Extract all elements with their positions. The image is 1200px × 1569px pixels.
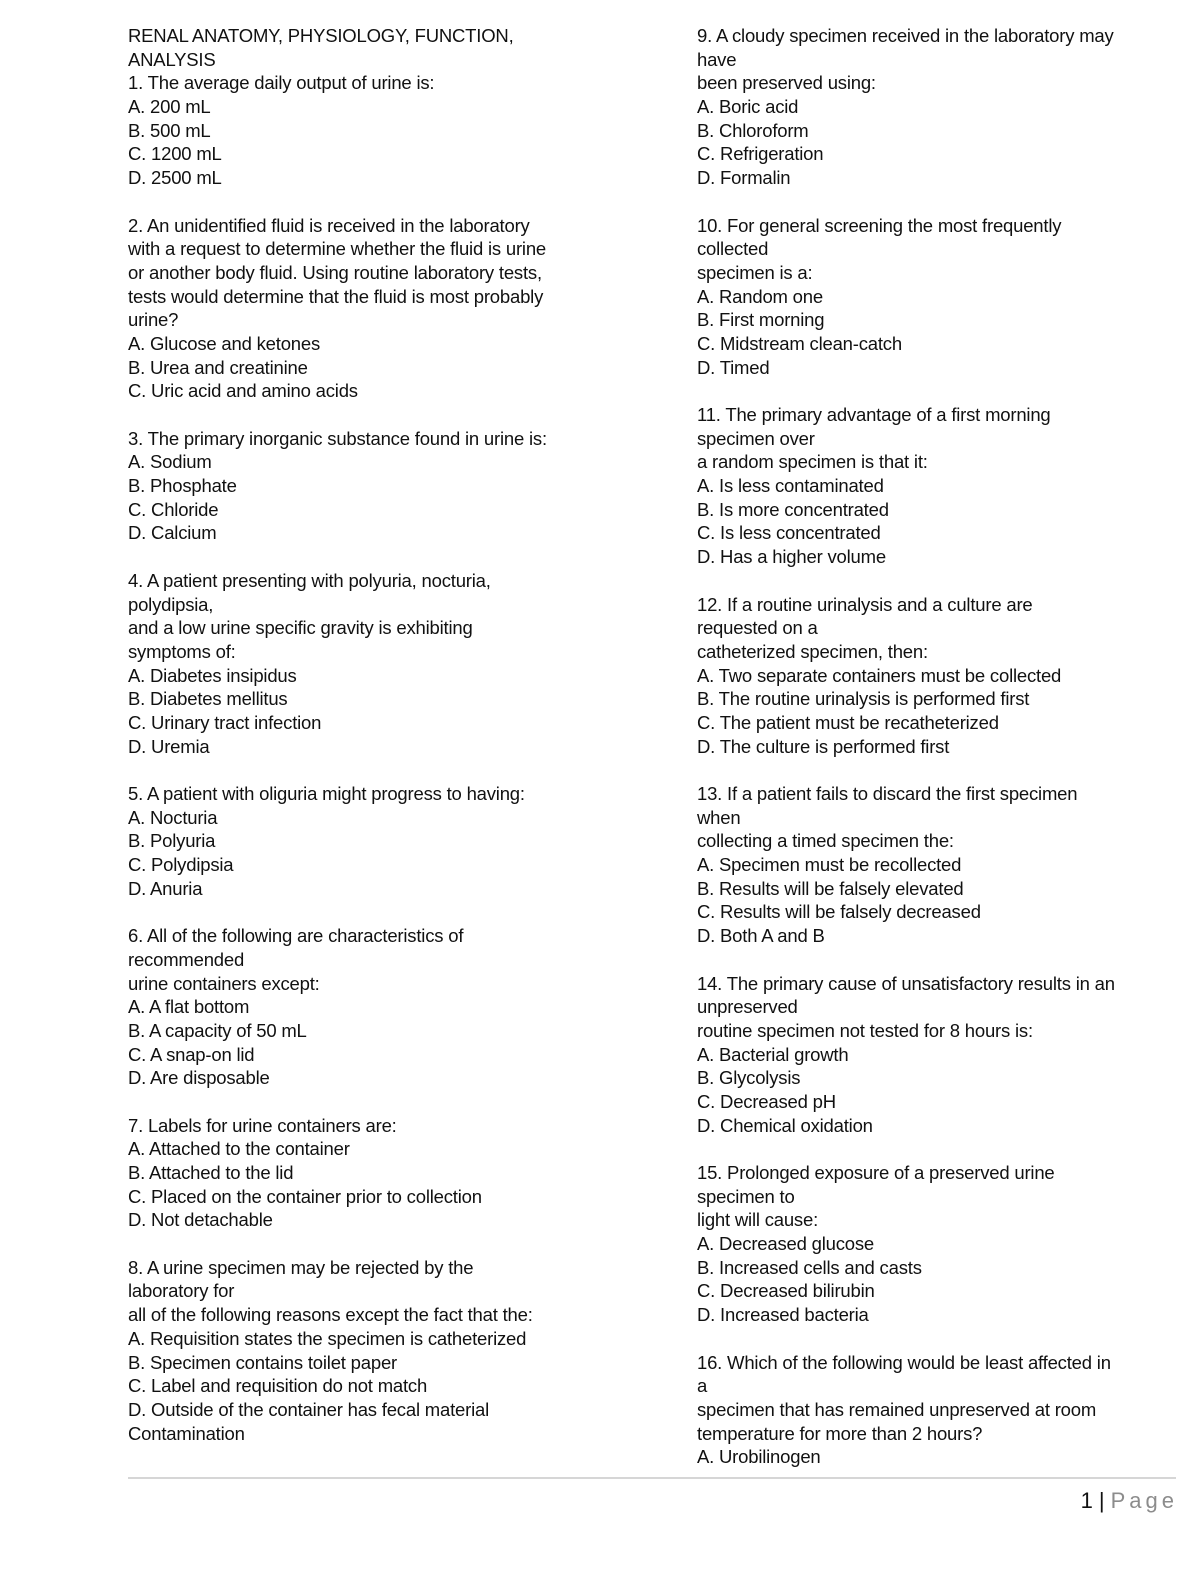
text-line: D. Anuria (128, 877, 203, 899)
text-line: B. Increased cells and casts (697, 1256, 922, 1278)
spacer (128, 545, 668, 569)
text-line: Contamination (128, 1422, 245, 1444)
text-line: D. Chemical oxidation (697, 1114, 873, 1136)
text-line: D. Uremia (128, 735, 210, 757)
text-line: D. 2500 mL (128, 167, 222, 189)
text-line: B. Glycolysis (697, 1067, 801, 1089)
spacer (697, 758, 1187, 782)
text-line: temperature for more than 2 hours? (697, 1422, 983, 1444)
text-line: C. 1200 mL (128, 143, 222, 165)
text-line: ANALYSIS (128, 48, 216, 70)
text-line: 7. Labels for urine containers are: (128, 1114, 397, 1136)
text-line: A. Decreased glucose (697, 1233, 874, 1255)
spacer (128, 403, 668, 427)
spacer (128, 190, 668, 214)
text-line: been preserved using: (697, 72, 876, 94)
text-line: A. Attached to the container (128, 1138, 350, 1160)
text-line: collected (697, 238, 769, 260)
text-line: specimen is a: (697, 261, 813, 283)
text-line: A. Sodium (128, 451, 212, 473)
text-line: A. Urobilinogen (697, 1446, 821, 1468)
text-line: A. Is less contaminated (697, 475, 884, 497)
text-line: laboratory for (128, 1280, 235, 1302)
text-line: A. 200 mL (128, 96, 211, 118)
text-line: 15. Prolonged exposure of a preserved urine (697, 1162, 1055, 1183)
text-line: A. Diabetes insipidus (128, 664, 297, 686)
text-line: C. Label and requisition do not match (128, 1375, 428, 1397)
text-line: D. Are disposable (128, 1067, 270, 1089)
page-number: 1 (1080, 1488, 1093, 1513)
spacer (697, 1327, 1187, 1351)
text-line: B. Is more concentrated (697, 498, 889, 520)
text-line: A. Two separate containers must be collected (697, 664, 1062, 686)
text-line: D. Formalin (697, 167, 791, 189)
text-line: B. Chloroform (697, 119, 809, 141)
spacer (128, 900, 668, 924)
text-line: B. 500 mL (128, 119, 211, 141)
text-line: C. Uric acid and amino acids (128, 380, 358, 402)
text-line: B. Diabetes mellitus (128, 688, 288, 710)
text-line: D. Increased bacteria (697, 1304, 869, 1326)
text-line: tests would determine that the fluid is most probably (128, 285, 544, 307)
text-line: B. Urea and creatinine (128, 356, 308, 378)
text-line: light will cause: (697, 1209, 819, 1231)
text-line: B. A capacity of 50 mL (128, 1019, 307, 1041)
spacer (697, 948, 1187, 972)
text-line: D. Has a higher volume (697, 546, 886, 568)
text-line: specimen over (697, 427, 815, 449)
text-line: B. The routine urinalysis is performed first (697, 688, 1030, 710)
text-line: B. Attached to the lid (128, 1162, 294, 1183)
text-line: 1. The average daily output of urine is: (128, 72, 435, 94)
footer-separator: | (1098, 1488, 1105, 1513)
text-line: RENAL ANATOMY, PHYSIOLOGY, FUNCTION, (128, 25, 514, 46)
text-line: A. Requisition states the specimen is catheterized (128, 1327, 527, 1349)
text-line: and a low urine specific gravity is exhibiting (128, 617, 473, 639)
text-line: A. Glucose and ketones (128, 332, 321, 354)
text-line: B. Polyuria (128, 830, 216, 852)
text-line: C. Decreased bilirubin (697, 1280, 875, 1302)
footer-divider (128, 1477, 1176, 1479)
text-line: A. Boric acid (697, 96, 799, 118)
text-line: when (697, 806, 741, 828)
text-line: A. Bacterial growth (697, 1043, 849, 1065)
text-line: D. Outside of the container has fecal material (128, 1398, 489, 1420)
text-line: A. A flat bottom (128, 996, 250, 1018)
text-line: 11. The primary advantage of a first morning (697, 404, 1051, 425)
text-line: C. Polydipsia (128, 854, 234, 876)
spacer (697, 1137, 1187, 1161)
text-line: C. Results will be falsely decreased (697, 901, 981, 923)
text-line: 2. An unidentified fluid is received in the laboratory (128, 214, 530, 236)
text-line: D. Not detachable (128, 1209, 273, 1231)
text-line: urine containers except: (128, 972, 320, 994)
text-line: have (697, 48, 737, 70)
spacer (697, 569, 1187, 593)
page-label: Page (1110, 1488, 1178, 1513)
spacer (128, 1232, 668, 1256)
text-line: C. Decreased pH (697, 1090, 836, 1112)
text-line: B. First morning (697, 309, 825, 331)
text-line: 16. Which of the following would be least affected in (697, 1351, 1111, 1373)
spacer (128, 758, 668, 782)
text-line: 6. All of the following are characteristics of (128, 925, 464, 947)
text-line: C. A snap-on lid (128, 1043, 255, 1065)
text-line: D. Timed (697, 356, 770, 378)
text-line: C. Refrigeration (697, 143, 824, 165)
text-line: 5. A patient with oliguria might progress to having: (128, 783, 525, 804)
text-line: unpreserved (697, 996, 798, 1018)
text-line: 3. The primary inorganic substance found in urine is: (128, 427, 547, 449)
text-line: C. The patient must be recatheterized (697, 711, 999, 733)
text-line: A. Random one (697, 285, 823, 307)
text-line: specimen to (697, 1185, 795, 1207)
text-line: B. Specimen contains toilet paper (128, 1351, 398, 1373)
text-line: B. Results will be falsely elevated (697, 877, 964, 899)
spacer (128, 1090, 668, 1114)
text-line: all of the following reasons except the fact that the: (128, 1304, 533, 1326)
text-line: requested on a (697, 617, 818, 639)
text-line: recommended (128, 948, 245, 970)
text-line: or another body fluid. Using routine laboratory tests, (128, 261, 542, 283)
text-line: a (697, 1375, 708, 1397)
right-column (697, 24, 1187, 1469)
text-line: 13. If a patient fails to discard the first specimen (697, 783, 1078, 804)
text-line: D. The culture is performed first (697, 735, 950, 757)
text-line: routine specimen not tested for 8 hours is: (697, 1019, 1033, 1041)
text-line: C. Midstream clean-catch (697, 332, 902, 354)
text-line: C. Urinary tract infection (128, 711, 322, 733)
text-line: polydipsia, (128, 593, 214, 615)
text-line: A. Specimen must be recollected (697, 854, 962, 876)
text-line: 10. For general screening the most frequently (697, 214, 1062, 236)
text-line: a random specimen is that it: (697, 451, 928, 473)
page-footer (1081, 1486, 1178, 1516)
text-line: B. Phosphate (128, 475, 237, 497)
text-line: 8. A urine specimen may be rejected by the (128, 1256, 474, 1278)
text-line: 9. A cloudy specimen received in the laboratory may (697, 25, 1114, 46)
text-line: C. Placed on the container prior to collection (128, 1185, 482, 1207)
text-line: C. Is less concentrated (697, 522, 881, 544)
text-line: 12. If a routine urinalysis and a culture are (697, 593, 1033, 615)
left-column (128, 24, 668, 1445)
text-line: A. Nocturia (128, 806, 218, 828)
text-line: D. Calcium (128, 522, 217, 544)
text-line: with a request to determine whether the fluid is urine (128, 238, 547, 260)
text-line: symptoms of: (128, 640, 236, 662)
text-line: 4. A patient presenting with polyuria, nocturia, (128, 569, 491, 591)
text-line: collecting a timed specimen the: (697, 830, 954, 852)
text-line: D. Both A and B (697, 925, 825, 947)
spacer (697, 190, 1187, 214)
text-line: specimen that has remained unpreserved at room (697, 1398, 1097, 1420)
text-line: catheterized specimen, then: (697, 640, 928, 662)
spacer (697, 379, 1187, 403)
text-line: C. Chloride (128, 498, 219, 520)
text-line: urine? (128, 309, 179, 331)
text-line: 14. The primary cause of unsatisfactory results in an (697, 972, 1115, 994)
